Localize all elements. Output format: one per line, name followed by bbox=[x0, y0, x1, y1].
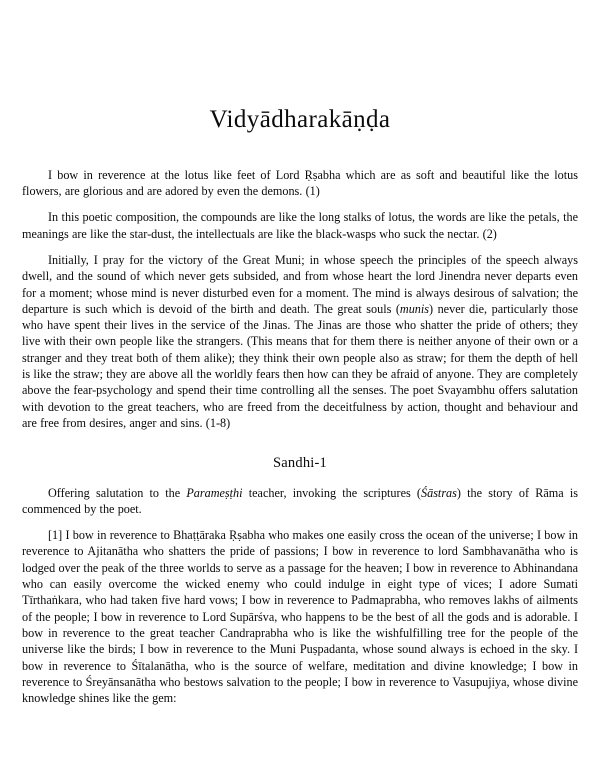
term-munis: munis bbox=[399, 301, 430, 316]
term-paramesthi: Parameṣṭhi bbox=[186, 485, 243, 500]
page-title: Vidyādharakāṇḍa bbox=[209, 106, 391, 133]
section-heading-sandhi-1: Sandhi-1 bbox=[273, 455, 327, 472]
paragraph-verses-1-8-part-b: ) never die, particularly those who have spent their lives in the service of the Jinas. The Jinas are those who shatter the pride of others; they live with their own people like the strangers. (This means that for them there is neither anyone of their own or a stranger and they treat both of them alike); they think their own people also as straw; for them the depth of hell is like the straw; they are above all the worldly fears then how can they be afraid of anyone. They are completely above the fear-psychology and spend their time controlling all the senses. The poet Svayambhu offers salutation with devotion to the great teachers, who are freed from the deceitfulness by action, thought and behaviour and are free from desires, anger and sins. (1-8) bbox=[22, 301, 578, 430]
paragraph-verses-1-8 bbox=[22, 242, 578, 431]
term-sastras: Śāstras bbox=[421, 485, 457, 500]
page-content-column bbox=[22, 0, 578, 706]
paragraph-invocation-part-a: Offering salutation to the bbox=[48, 485, 187, 500]
paragraph-stanza-1: [1] I bow in reverence to Bhaṭṭāraka Ṛṣabha who makes one easily cross the ocean of the universe; I bow in reverence to Ajitanātha who shatters the pride of passions; I bow in reverence to lord Sambhavanātha who is lodged over the peak of the three worlds to serve as a passage for the heaven; I bow in reverence to Abhinandana who can easily overcome the wicked enemy who could indulge in eight type of vices; I adore Sumati Tīrthaṅkara, who had taken five hard vows; I bow in reverence to Padmaprabha, who removes lakhs of ailments of the people; I bow in reverence to Lord Supārśva, who happens to be the best of all the gods and is adorable. I bow in reverence to the great teacher Candraprabha who is like the wishfulfilling tree for the people of the universe like the birds; I bow in reverence to the Muni Puṣpadanta, whose sound always is echoed in the sky. I bow in reverence to Śītalanātha, who is the source of welfare, meditation and divine knowledge; I bow in reverence to Śreyānsanātha who bestows salvation to the people; I bow in reverence to Vasupujiya, whose divine knowledge shines like the gem: bbox=[22, 528, 578, 706]
paragraph-invocation-part-c: ) the story of Rāma is commenced by the poet. bbox=[22, 485, 578, 516]
paragraph-invocation bbox=[22, 475, 578, 518]
paragraph-verses-1-8-part-a: Initially, I pray for the victory of the Great Muni; in whose speech the principles of the speech always dwell, and the sound of which never gets subsided, and from whose heart the lord Jinendra never departs even for a moment; whose mind is never disturbed even for a moment. The mind is always desirous of salvation; the departure is such which is devoid of the birth and death. The great souls ( bbox=[22, 252, 578, 316]
paragraph-verse-2: In this poetic composition, the compounds are like the long stalks of lotus, the words are like the petals, the meanings are like the star-dust, the intellectuals are like the black-wasps who suck the nectar. (2) bbox=[22, 210, 578, 241]
paragraph-invocation-part-b: teacher, invoking the scriptures ( bbox=[242, 485, 421, 500]
paragraph-verse-1: I bow in reverence at the lotus like feet of Lord Ṛṣabha which are as soft and beautiful like the lotus flowers, are glorious and are adored by even the demons. (1) bbox=[22, 167, 578, 199]
